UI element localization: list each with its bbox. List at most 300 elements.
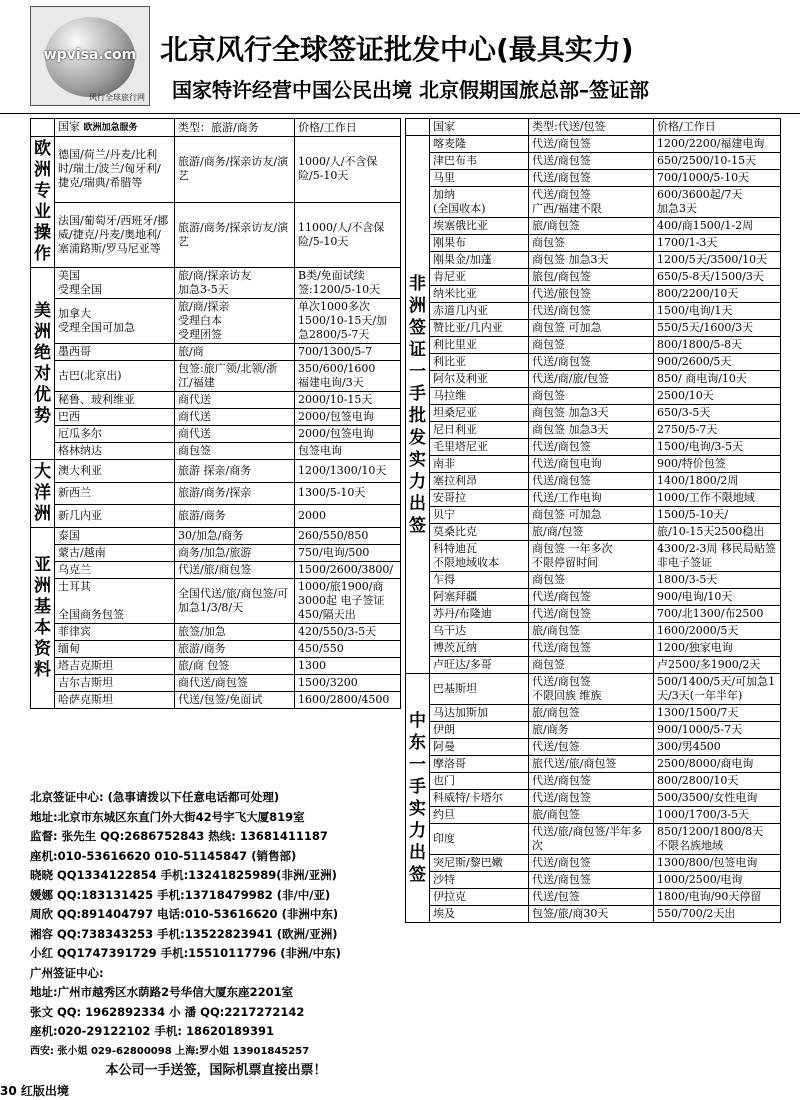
country-cell: 塞拉利昂 [430, 473, 529, 490]
table-row [406, 507, 781, 524]
header-type: 类型:代送/包签 [529, 119, 654, 136]
table-row [406, 136, 781, 153]
type-cell: 旅/商/探亲 受理白本 受理团签 [175, 299, 295, 344]
type-cell: 商包签 [529, 337, 654, 354]
price-cell: 1500/3200 [295, 675, 401, 692]
price-cell: 1500/电询/1天 [654, 303, 781, 320]
country-cell: 法国/葡萄牙/西班牙/挪威/捷克/丹麦/奥地利/塞浦路斯/罗马尼亚等 [55, 202, 175, 268]
price-cell: 1500/2600/3800/ [295, 562, 401, 579]
country-cell: 埃塞俄比亚 [430, 218, 529, 235]
type-cell: 商代送 [175, 409, 295, 426]
table-row [406, 589, 781, 606]
price-cell: 2000/10-15天 [295, 392, 401, 409]
type-cell: 商包签 [529, 572, 654, 589]
type-cell: 代送/旅/商包签/半年多次 [529, 824, 654, 855]
contact-line: 座机:020-29122102 手机: 18620189391 [30, 1024, 275, 1038]
type-cell: 商包签 [175, 443, 295, 460]
type-cell: 代送/商包签 [529, 473, 654, 490]
country-cell: 乌干达 [430, 623, 529, 640]
right-table-body [406, 136, 781, 923]
price-cell: 1300/5-10天 [295, 482, 401, 505]
price-cell: 1200/1300/10天 [295, 460, 401, 483]
country-cell: 格林纳达 [55, 443, 175, 460]
price-cell: 500/1400/5天/可加急1天/3天(一年半年) [654, 674, 781, 705]
country-cell: 马里 [430, 170, 529, 187]
table-row [406, 490, 781, 507]
region-label: 欧 洲 专 业 操 作 [31, 137, 55, 268]
price-cell: 1300 [295, 658, 401, 675]
type-cell: 代送/商包签 [529, 790, 654, 807]
country-cell: 尼日利亚 [430, 422, 529, 439]
price-cell: 260/550/850 [295, 528, 401, 545]
table-row [406, 773, 781, 790]
type-cell: 旅/商包签 [529, 623, 654, 640]
type-cell: 旅游/商务 [175, 641, 295, 658]
table-row [406, 572, 781, 589]
type-cell: 代送/旅/商包签 [175, 562, 295, 579]
price-cell: 1600/2000/5天 [654, 623, 781, 640]
table-row [31, 409, 401, 426]
country-cell: 肯尼亚 [430, 269, 529, 286]
contact-line: 座机:010-53616620 010-51145847 (销售部) [30, 848, 297, 863]
price-cell: 800/1800/5-8天 [654, 337, 781, 354]
left-price-table [30, 118, 401, 709]
type-cell: 代送/商包签 [529, 354, 654, 371]
table-row [406, 337, 781, 354]
table-row [406, 218, 781, 235]
country-cell: 苏丹/布隆迪 [430, 606, 529, 623]
contact-line: 地址:广州市越秀区水荫路2号华信大厦东座2201室 [30, 985, 294, 999]
type-cell: 旅/商包签 [529, 807, 654, 824]
type-cell: 旅游/商务 [175, 505, 295, 528]
header-country-label: 国家 [58, 120, 80, 133]
price-cell: 1000/1700/3-5天 [654, 807, 781, 824]
type-cell: 商务/加急/旅游 [175, 545, 295, 562]
type-cell: 代送/包签/免面试 [175, 692, 295, 709]
type-cell: 代送/工作电询 [529, 490, 654, 507]
type-cell: 旅/商包签 [529, 705, 654, 722]
country-cell: 哈萨克斯坦 [55, 692, 175, 709]
type-cell: 旅代送/旅/商包签 [529, 756, 654, 773]
price-cell: 2750/5-7天 [654, 422, 781, 439]
table-header-row [406, 119, 781, 136]
table-row [406, 252, 781, 269]
table-row [406, 269, 781, 286]
type-cell: 商包签 [529, 657, 654, 674]
type-cell: 商包签 加急3天 [529, 422, 654, 439]
country-cell: 乌克兰 [55, 562, 175, 579]
table-row [31, 268, 401, 299]
country-cell: 卢旺达/多哥 [430, 657, 529, 674]
header-service-label: 欧洲加急服务 [83, 123, 138, 133]
price-cell: 700/北1300/布2500 [654, 606, 781, 623]
price-cell: 1500/电询/3-5天 [654, 439, 781, 456]
price-cell: 350/600/1600 福建电询/3天 [295, 361, 401, 392]
price-cell: 1000/工作不限地域 [654, 490, 781, 507]
type-cell: 包签:旅广领/北领/浙江/福建 [175, 361, 295, 392]
country-cell: 约旦 [430, 807, 529, 824]
table-row [406, 541, 781, 572]
country-cell: 博茨瓦纳 [430, 640, 529, 657]
country-cell: 赤道几内亚 [430, 303, 529, 320]
company-logo[interactable] [30, 6, 150, 106]
table-row [31, 505, 401, 528]
header-price: 价格/工作日 [654, 119, 781, 136]
price-cell: 1500/5-10天/ [654, 507, 781, 524]
type-cell: 旅游/商务/探亲访友/演艺 [175, 202, 295, 268]
table-row [406, 473, 781, 490]
contact-line: 张文 QQ: 1962892334 小 潘 QQ:2217272142 [30, 1004, 305, 1019]
price-cell: 1200/2200/福建电询 [654, 136, 781, 153]
header-spacer [406, 119, 430, 136]
table-row [406, 235, 781, 252]
table-row [31, 482, 401, 505]
price-cell: 800/2200/10天 [654, 286, 781, 303]
table-row [31, 692, 401, 709]
type-cell: 商代送 [175, 392, 295, 409]
table-row [406, 354, 781, 371]
table-row [406, 524, 781, 541]
table-row [406, 807, 781, 824]
table-row [31, 344, 401, 361]
table-row [31, 675, 401, 692]
page-footer: 30 红版出境 [0, 1084, 69, 1098]
price-cell: 900/电询/10天 [654, 589, 781, 606]
logo-tagline: 风行全球旅行网 [89, 93, 145, 102]
type-cell: 旅/商 [175, 344, 295, 361]
price-cell: B类/免面试续签:1200/5-10天 [295, 268, 401, 299]
type-cell: 商包签 [529, 388, 654, 405]
type-cell: 旅游/商务/探亲 [175, 482, 295, 505]
table-row [406, 606, 781, 623]
price-cell: 400/商1500/1-2周 [654, 218, 781, 235]
price-cell: 1300/1500/7天 [654, 705, 781, 722]
type-cell: 代送/商包签 不限回族 维族 [529, 674, 654, 705]
table-row [406, 705, 781, 722]
type-cell: 商包签 可加急 [529, 320, 654, 337]
slogan: 本公司一手送签，国际机票直接出票！ [105, 1063, 327, 1078]
price-cell: 650/3-5天 [654, 405, 781, 422]
table-row [31, 562, 401, 579]
country-cell: 新几内亚 [55, 505, 175, 528]
type-cell: 代送/商包签 [529, 855, 654, 872]
table-row [406, 286, 781, 303]
price-cell: 旅/10-15天2500稳出 [654, 524, 781, 541]
price-cell: 1200/5天/3500/10天 [654, 252, 781, 269]
price-cell: 550/5天/1600/3天 [654, 320, 781, 337]
table-row [406, 439, 781, 456]
logo-site-text: wpvisa.com [43, 47, 137, 63]
header-spacer [31, 119, 55, 137]
country-cell: 加拿大 受理全国可加急 [55, 299, 175, 344]
page-title: 北京风行全球签证批发中心(最具实力) [160, 33, 634, 66]
price-cell: 1000/人/不含保险/5-10天 [295, 137, 401, 203]
country-cell: 科特迪瓦 不限地域收本 [430, 541, 529, 572]
type-cell: 商包签 可加急 [529, 507, 654, 524]
right-price-table [405, 118, 781, 923]
contact-line: 湘容 QQ:738343253 手机:13522823941 (欧洲/亚洲) [30, 926, 338, 941]
type-cell: 代送/商包签 [529, 606, 654, 623]
price-cell: 850/ 商电询/10天 [654, 371, 781, 388]
table-row [406, 722, 781, 739]
type-cell: 旅/商/探亲访友 加急3-5天 [175, 268, 295, 299]
price-cell: 700/1300/5-7 [295, 344, 401, 361]
type-cell: 商包签 加急3天 [529, 405, 654, 422]
country-cell: 阿尔及利亚 [430, 371, 529, 388]
region-label: 美 洲 绝 对 优 势 [31, 268, 55, 460]
table-row [406, 422, 781, 439]
contact-line: 媛娜 QQ:183131425 手机:13718479982 (非/中/亚) [30, 887, 331, 902]
region-label: 中 东 一 手 实 力 出 签 [406, 674, 430, 923]
country-cell: 缅甸 [55, 641, 175, 658]
table-row [31, 299, 401, 344]
price-cell: 2000/包签电询 [295, 409, 401, 426]
type-cell: 旅游 探亲/商务 [175, 460, 295, 483]
type-cell: 代送/商包签 [529, 439, 654, 456]
header-type: 类型：旅游/商务 [175, 119, 295, 137]
type-cell: 旅/商/包签 [529, 524, 654, 541]
country-cell: 巴西 [55, 409, 175, 426]
table-row [31, 392, 401, 409]
contact-line: 小红 QQ1747391729 手机:15510117796 (非洲/中东) [30, 946, 341, 960]
price-cell: 2500/8000/商电询 [654, 756, 781, 773]
type-cell: 商代送 [175, 426, 295, 443]
type-cell: 旅游/商务/探亲访友/演艺 [175, 137, 295, 203]
type-cell: 旅签/加急 [175, 624, 295, 641]
table-header-row [31, 119, 401, 137]
region-label: 大 洋 洲 [31, 460, 55, 528]
page-subtitle: 国家特许经营中国公民出境 北京假期国旅总部–签证部 [172, 78, 649, 102]
country-cell: 墨西哥 [55, 344, 175, 361]
region-label: 亚 洲 基 本 资 料 [31, 528, 55, 709]
country-cell: 塔吉克斯坦 [55, 658, 175, 675]
country-cell: 阿曼 [430, 739, 529, 756]
contact-line: 晓晓 QQ1334122854 手机:13241825989(非洲/亚洲) [30, 868, 337, 882]
type-cell: 代送/商/旅/包签 [529, 371, 654, 388]
price-cell: 包签电询 [295, 443, 401, 460]
table-row [31, 426, 401, 443]
country-cell: 阿塞拜疆 [430, 589, 529, 606]
table-row [406, 187, 781, 218]
table-row [406, 889, 781, 906]
table-row [31, 528, 401, 545]
country-cell: 刚果布 [430, 235, 529, 252]
country-cell: 古巴(北京出) [55, 361, 175, 392]
country-cell: 喀麦隆 [430, 136, 529, 153]
type-cell: 代送/商包签 [529, 872, 654, 889]
country-cell: 莫桑比克 [430, 524, 529, 541]
table-row [406, 456, 781, 473]
country-cell: 科威特/卡塔尔 [430, 790, 529, 807]
price-cell: 850/1200/1800/8天 不限名族地域 [654, 824, 781, 855]
type-cell: 代送/旅包签 [529, 286, 654, 303]
table-row [406, 405, 781, 422]
contact-line: 北京签证中心: (急事请拨以下任意电话都可处理) [30, 790, 280, 804]
country-cell: 利比亚 [430, 354, 529, 371]
price-cell: 2000/包签电询 [295, 426, 401, 443]
table-row [406, 674, 781, 705]
table-row [406, 170, 781, 187]
table-row [406, 623, 781, 640]
region-label: 非 洲 签 证 一 手 批 发 实 力 出 签 [406, 136, 430, 674]
country-cell: 毛里塔尼亚 [430, 439, 529, 456]
price-cell: 900/特价包签 [654, 456, 781, 473]
price-cell: 卢2500/多1900/2天 [654, 657, 781, 674]
price-cell: 300/男4500 [654, 739, 781, 756]
table-row [31, 624, 401, 641]
type-cell: 代送/包签 [529, 889, 654, 906]
table-row [31, 641, 401, 658]
price-cell: 1000/2500/电询 [654, 872, 781, 889]
type-cell: 旅/商 包签 [175, 658, 295, 675]
price-cell: 单次1000多次1500/10-15天/加急2800/5-7天 [295, 299, 401, 344]
country-cell: 吉尔吉斯坦 [55, 675, 175, 692]
country-cell: 加纳 (全国收本) [430, 187, 529, 218]
header-country [55, 119, 175, 137]
country-cell: 贝宁 [430, 507, 529, 524]
country-cell: 伊拉克 [430, 889, 529, 906]
type-cell: 代送/包签 [529, 739, 654, 756]
country-cell: 坦桑尼亚 [430, 405, 529, 422]
table-row [31, 443, 401, 460]
table-row [406, 855, 781, 872]
type-cell: 代送/商包签 广西/福建不限 [529, 187, 654, 218]
table-row [31, 658, 401, 675]
country-cell: 美国 受理全国 [55, 268, 175, 299]
country-cell: 澳大利亚 [55, 460, 175, 483]
price-cell: 750/电询/500 [295, 545, 401, 562]
country-cell: 厄瓜多尔 [55, 426, 175, 443]
price-cell: 700/1000/5-10天 [654, 170, 781, 187]
type-cell: 旅包/商包签 [529, 269, 654, 286]
type-cell: 旅/商务 [529, 722, 654, 739]
country-cell: 利比里亚 [430, 337, 529, 354]
contact-line: 广州签证中心: [30, 965, 104, 980]
country-cell: 马达加斯加 [430, 705, 529, 722]
type-cell: 代送/商包签 [529, 303, 654, 320]
country-cell: 刚果金/加蓬 [430, 252, 529, 269]
price-cell: 900/1000/5-7天 [654, 722, 781, 739]
table-row [31, 137, 401, 203]
country-cell: 摩洛哥 [430, 756, 529, 773]
table-row [31, 202, 401, 268]
header-price: 价格/工作日 [295, 119, 401, 137]
left-table-body [31, 137, 401, 709]
country-cell: 巴基斯坦 [430, 674, 529, 705]
type-cell: 代送/商包签 [529, 589, 654, 606]
table-row [406, 320, 781, 337]
type-cell: 商包签 [529, 235, 654, 252]
price-cell: 900/2600/5天 [654, 354, 781, 371]
price-cell: 420/550/3-5天 [295, 624, 401, 641]
price-cell: 650/2500/10-15天 [654, 153, 781, 170]
price-cell: 550/700/2天出 [654, 906, 781, 923]
table-row [31, 579, 401, 624]
country-cell: 埃及 [430, 906, 529, 923]
table-row [406, 906, 781, 923]
price-cell: 800/2800/10天 [654, 773, 781, 790]
table-row [406, 153, 781, 170]
contact-branch-line: 西安: 张小姐 029-62800098 上海:罗小姐 13901845257 [30, 1045, 310, 1057]
price-cell: 11000/人/不含保险/5-10天 [295, 202, 401, 268]
type-cell: 代送/商包签 [529, 153, 654, 170]
price-cell: 650/5-8天/1500/3天 [654, 269, 781, 286]
contact-line: 地址:北京市东城区东直门外大街42号宇飞大厦819室 [30, 809, 305, 824]
type-cell: 商包签 加急3天 [529, 252, 654, 269]
type-cell: 全国代送/旅/商包签/可加急1/3/8/天 [175, 579, 295, 624]
price-cell: 2000 [295, 505, 401, 528]
price-cell: 1700/1-3天 [654, 235, 781, 252]
type-cell: 代送/商包签 [529, 640, 654, 657]
price-cell: 1400/1800/2周 [654, 473, 781, 490]
country-cell: 土耳其 全国商务包签 [55, 579, 175, 624]
table-row [406, 657, 781, 674]
country-cell: 新西兰 [55, 482, 175, 505]
contact-line: 监督: 张先生 QQ:2686752843 热线: 13681411187 [30, 829, 328, 843]
table-row [31, 545, 401, 562]
type-cell: 包签/旅/商30天 [529, 906, 654, 923]
price-cell: 1200/独家电询 [654, 640, 781, 657]
price-cell: 4300/2-3周 移民局贴签非电子签证 [654, 541, 781, 572]
country-cell: 突尼斯/黎巴嫩 [430, 855, 529, 872]
type-cell: 旅/商包签 [529, 218, 654, 235]
country-cell: 津巴布韦 [430, 153, 529, 170]
price-cell: 450/550 [295, 641, 401, 658]
price-cell: 600/3600起/7天 加急3天 [654, 187, 781, 218]
country-cell: 菲律宾 [55, 624, 175, 641]
price-cell: 2500/10天 [654, 388, 781, 405]
country-cell: 安哥拉 [430, 490, 529, 507]
country-cell: 赞比亚/几内亚 [430, 320, 529, 337]
country-cell: 泰国 [55, 528, 175, 545]
table-row [406, 739, 781, 756]
table-row [31, 361, 401, 392]
table-row [31, 460, 401, 483]
contact-info [30, 788, 402, 1081]
table-row [406, 371, 781, 388]
price-cell: 1600/2800/4500 [295, 692, 401, 709]
country-cell: 马拉维 [430, 388, 529, 405]
header-country: 国家 [430, 119, 529, 136]
header [0, 0, 800, 114]
type-cell: 代送/商包电询 [529, 456, 654, 473]
country-cell: 伊朗 [430, 722, 529, 739]
table-row [406, 824, 781, 855]
price-cell: 500/3500/女性电询 [654, 790, 781, 807]
type-cell: 商包签 一年多次 不限停留时间 [529, 541, 654, 572]
contact-line: 周欣 QQ:891404797 电话:010-53616620 (非洲中东) [30, 907, 339, 921]
type-cell: 商代送/商包签 [175, 675, 295, 692]
type-cell: 代送/商包签 [529, 170, 654, 187]
country-cell: 蒙古/越南 [55, 545, 175, 562]
country-cell: 乍得 [430, 572, 529, 589]
table-row [406, 640, 781, 657]
country-cell: 也门 [430, 773, 529, 790]
type-cell: 代送/商包签 [529, 136, 654, 153]
price-cell: 1800/3-5天 [654, 572, 781, 589]
table-row [406, 790, 781, 807]
country-cell: 印度 [430, 824, 529, 855]
price-cell: 1000/旅1900/商3000起 电子签证450/隔天出 [295, 579, 401, 624]
table-row [406, 303, 781, 320]
table-row [406, 756, 781, 773]
country-cell: 德国/荷兰/丹麦/比利时/瑞士/波兰/匈牙利/捷克/瑞典/希腊等 [55, 137, 175, 203]
type-cell: 30/加急/商务 [175, 528, 295, 545]
country-cell: 纳米比亚 [430, 286, 529, 303]
country-cell: 秘鲁、玻利维亚 [55, 392, 175, 409]
table-row [406, 388, 781, 405]
price-cell: 1300/800/包签电询 [654, 855, 781, 872]
